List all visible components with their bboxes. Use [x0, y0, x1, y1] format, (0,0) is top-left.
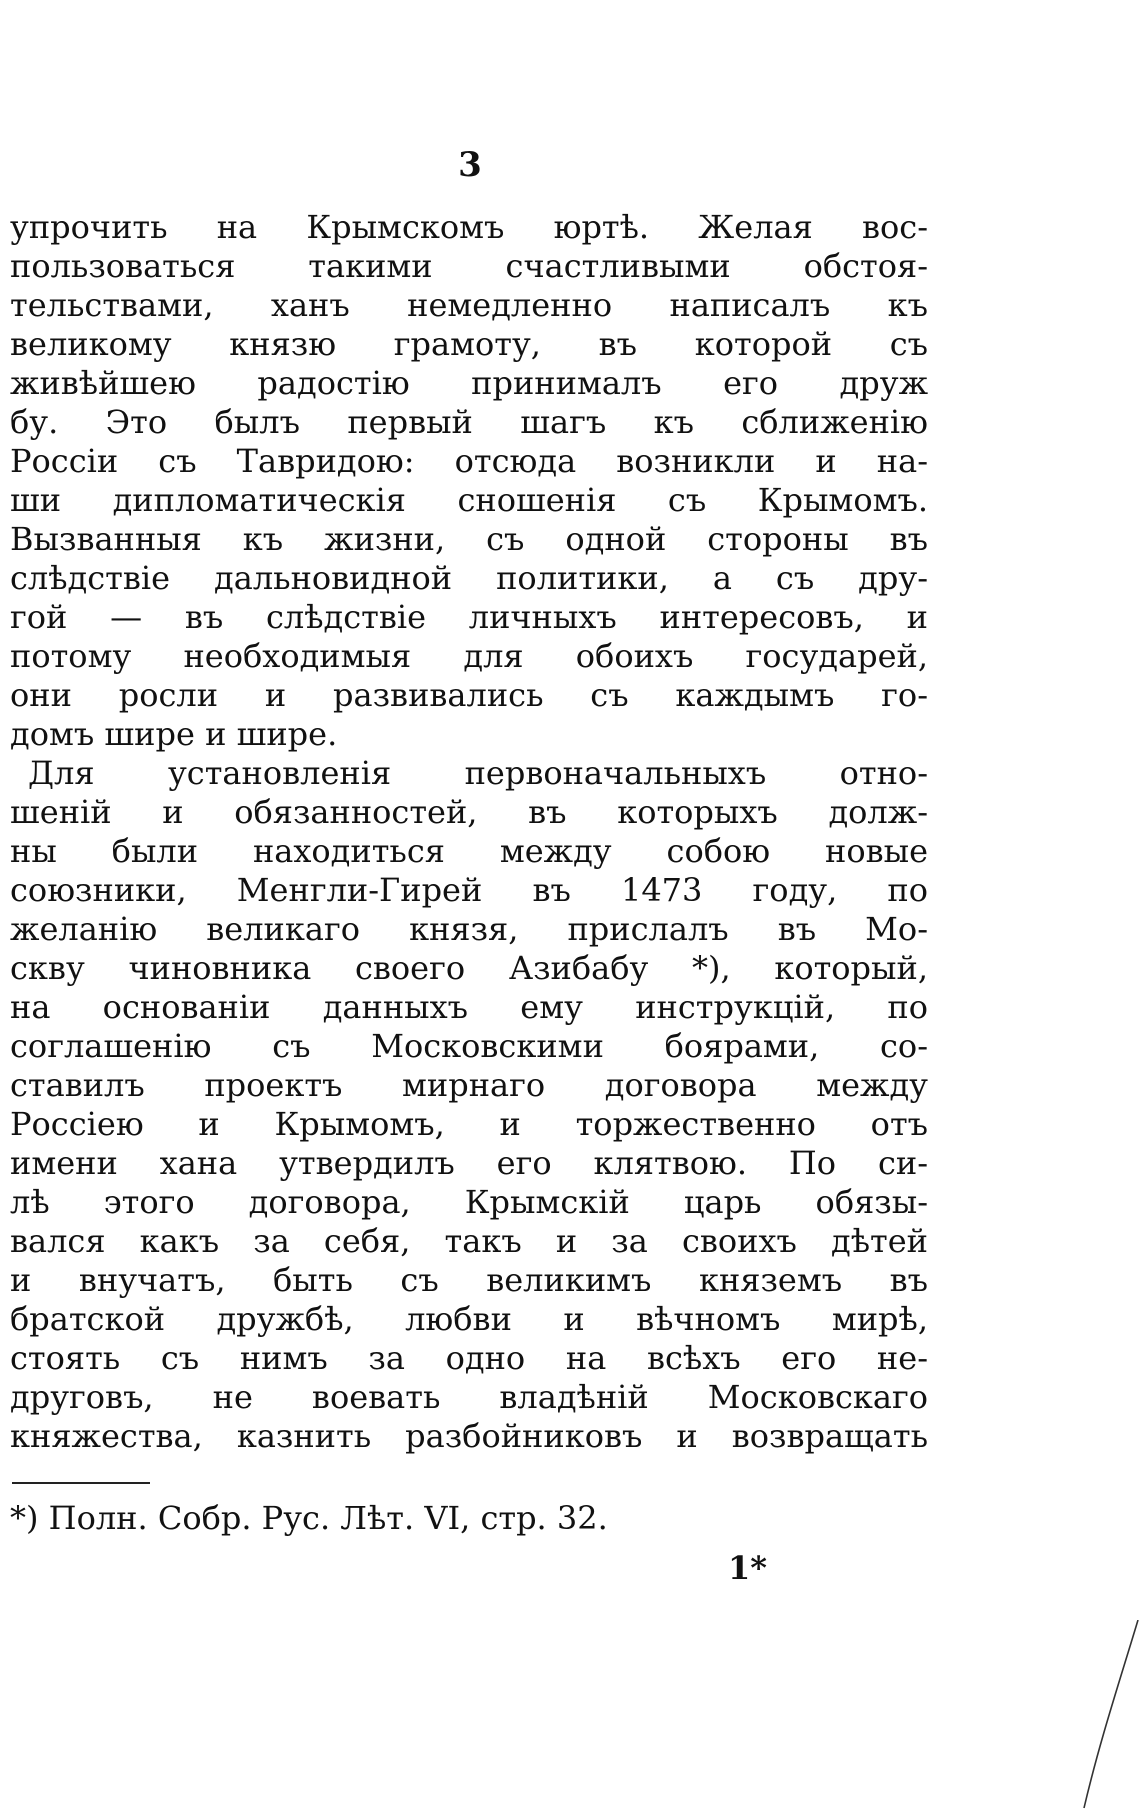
text-line: желанію великаго князя, прислалъ въ Мо-: [10, 910, 928, 948]
text-line: ны были находиться между собою новые: [10, 832, 928, 870]
text-line: имени хана утвердилъ его клятвою. По си-: [10, 1144, 928, 1182]
text-line: и внучатъ, быть съ великимъ княземъ въ: [10, 1261, 928, 1299]
footnote-rule: [12, 1482, 150, 1484]
text-line: они росли и развивались съ каждымъ го-: [10, 676, 928, 714]
page-number: 3: [458, 145, 482, 185]
text-line: княжества, казнить разбойниковъ и возвращать: [10, 1417, 928, 1455]
text-line: соглашенію съ Московскими боярами, со-: [10, 1027, 928, 1065]
text-line: домъ шире и шире.: [10, 715, 338, 753]
signature-mark: 1*: [728, 1549, 767, 1587]
text-line: Россіею и Крымомъ, и торжественно отъ: [10, 1105, 928, 1143]
page-edge-curve: [1080, 1620, 1140, 1810]
text-line: Вызванныя къ жизни, съ одной стороны въ: [10, 520, 928, 558]
footnote: *) Полн. Собр. Рус. Лѣт. VI, стр. 32.: [10, 1499, 608, 1537]
text-line: шеній и обязанностей, въ которыхъ долж-: [10, 793, 928, 831]
text-line: союзники, Менгли-Гирей въ 1473 году, по: [10, 871, 928, 909]
text-line: стоять съ нимъ за одно на всѣхъ его не-: [10, 1339, 928, 1377]
text-line: друговъ, не воевать владѣній Московскаго: [10, 1378, 928, 1416]
text-line: гой — въ слѣдствіе личныхъ интересовъ, и: [10, 598, 928, 636]
text-line: упрочить на Крымскомъ юртѣ. Желая вос-: [10, 208, 928, 246]
text-line: Для установленія первоначальныхъ отно-: [28, 754, 928, 792]
text-line: скву чиновника своего Азибабу *), который,: [10, 949, 928, 987]
text-line: пользоваться такими счастливыми обстоя-: [10, 247, 928, 285]
text-line: братской дружбѣ, любви и вѣчномъ мирѣ,: [10, 1300, 928, 1338]
text-line: на основаніи данныхъ ему инструкцій, по: [10, 988, 928, 1026]
text-line: вался какъ за себя, такъ и за своихъ дѣтей: [10, 1222, 928, 1260]
text-line: ставилъ проектъ мирнаго договора между: [10, 1066, 928, 1104]
text-line: лѣ этого договора, Крымскій царь обязы-: [10, 1183, 928, 1221]
text-line: тельствами, ханъ немедленно написалъ къ: [10, 286, 928, 324]
body-text: [10, 208, 928, 1456]
text-line: потому необходимыя для обоихъ государей,: [10, 637, 928, 675]
text-line: бу. Это былъ первый шагъ къ сближенію: [10, 403, 928, 441]
text-line: великому князю грамоту, въ которой съ: [10, 325, 928, 363]
text-line: слѣдствіе дальновидной политики, а съ дру-: [10, 559, 928, 597]
text-line: ши дипломатическія сношенія съ Крымомъ.: [10, 481, 928, 519]
text-line: Россіи съ Тавридою: отсюда возникли и на-: [10, 442, 928, 480]
text-line: живѣйшею радостію принималъ его друж: [10, 364, 928, 402]
